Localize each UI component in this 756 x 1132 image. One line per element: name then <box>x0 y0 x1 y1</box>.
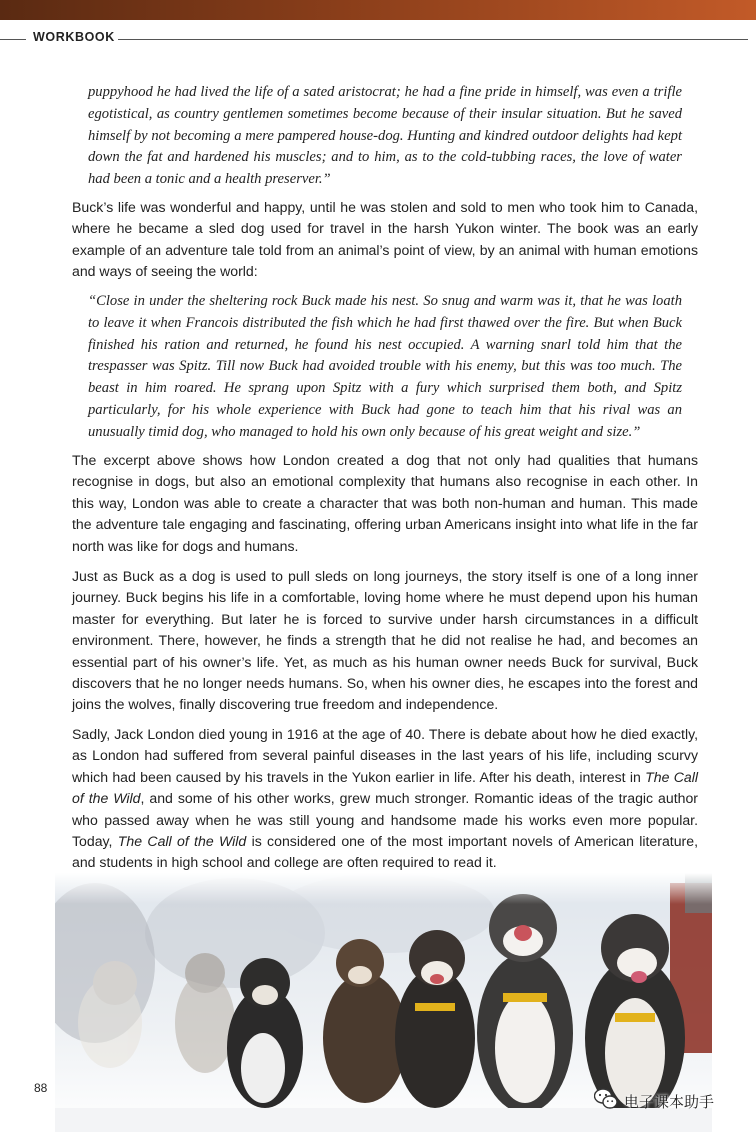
section-label: WORKBOOK <box>33 30 115 44</box>
body-paragraph-4 <box>72 724 698 874</box>
watermark <box>594 1088 714 1114</box>
top-color-band <box>0 0 756 20</box>
book-title: The Call of the Wild <box>117 833 247 850</box>
body-paragraph-1: Buck’s life was wonderful and happy, until he was stolen and sold to men who took him to Canada, where he became a sled dog used for travel in the harsh Yukon winter. The book was an early example of an adventure tale told from an animal’s point of view, by an animal with human emotions and ways of seeing the world: <box>72 199 698 280</box>
body-paragraph-2: The excerpt above shows how London created a dog that not only had qualities that humans recognise in dogs, but also an emotional complexity that humans also recognise in each other. In this way, London was able to create a character that was both non-human and human. This made the adventure tale engaging and fascinating, offering urban Americans insight into what life in the far north was like for dogs and humans. <box>72 452 698 554</box>
wechat-icon <box>594 1088 618 1115</box>
quote-excerpt-2: “Close in under the sheltering rock Buck made his nest. So snug and warm was it, that he was loath to leave it when Francois distributed the fish which he had first thawed over the fire. But when Buck finished his ration and returned, he found his nest occupied. A warning snarl told him that the trespasser was Spitz. Till now Buck had avoided trouble with his enemy, but this was too much. The beast in him roared. He sprang upon Spitz with a fury which surprised them both, and Spitz particularly, for his whole experience with Buck had gone to teach him that his rival was an unusually timid dog, who managed to hold his own only because of his great weight and size.” <box>88 293 682 440</box>
watermark-text: 电子课本助手 <box>624 1092 715 1111</box>
paragraph-4-part-2: , and some of his other works, grew much stronger. Romantic ideas of the tragic author who passed away when he was still young and handsome made his works even more popular. Today, <box>72 790 698 850</box>
header-rule-left <box>0 39 26 40</box>
header-rule-right <box>118 39 748 40</box>
quote-excerpt-1: puppyhood he had lived the life of a sated aristocrat; he had a fine pride in himself, was even a trifle egotistical, as country gentlemen sometimes become because of their insular situation. But he saved himself by not becoming a mere pampered house-dog. Hunting and kindred outdoor delights had kept down the fat and hardened his muscles; and to him, as to the cold-tubbing races, the love of water had been a tonic and a health preserver.” <box>88 84 682 188</box>
body-paragraph-3: Just as Buck as a dog is used to pull sleds on long journeys, the story itself is one of a long inner journey. Buck begins his life in a comfortable, loving home where he must depend upon his human master for everything. But later he is forced to survive under harsh circumstances in a difficult environment. There, however, he finds a strength that he did not realise he had, and becomes an essential part of his owner’s life. Yet, as much as his human owner needs Buck for survival, Buck discovers that he no longer needs humans. So, when his owner dies, he escapes into the forest and joins the wolves, finally discovering true freedom and independence. <box>72 568 698 713</box>
paragraph-4-part-3: is considered one of the most important novels of American literature, and students in high school and college are often required to read it. <box>72 833 698 871</box>
book-title: The Call of the Wild <box>72 768 699 807</box>
page-number: 88 <box>34 1081 48 1095</box>
paragraph-4-part-1: Sadly, Jack London died young in 1916 at the age of 40. There is debate about how he died exactly, as London had suffered from several painful diseases in the last years of his life, including scurvy which had been caused by his travels in the Yukon earlier in life. After his death, interest in <box>72 726 698 785</box>
page-header <box>0 26 756 50</box>
